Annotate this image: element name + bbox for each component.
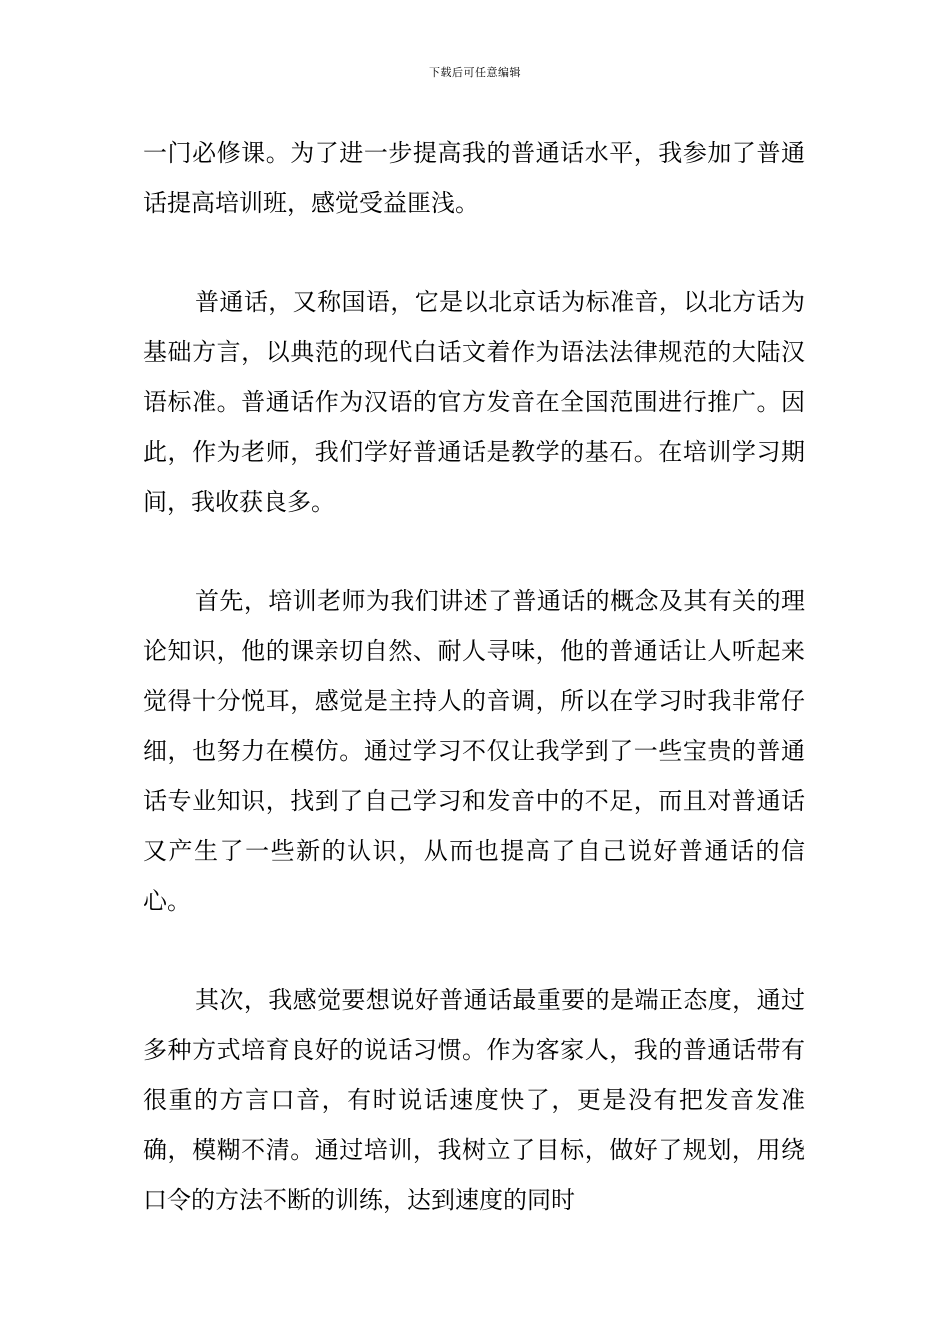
paragraph-definition: 普通话，又称国语，它是以北京话为标准音，以北方话为基础方言，以典范的现代白话文着作为语法法律规范的大陆汉语标准。普通话作为汉语的官方发音在全国范围进行推广。因此，作为老师，我们学好普通话是教学的基石。在培训学习期间，我收获良多。 (143, 288, 805, 516)
document-body (143, 128, 805, 1274)
page-header: 下载后可任意编辑 (429, 66, 521, 79)
paragraph-first-point: 首先，培训老师为我们讲述了普通话的概念及其有关的理论知识，他的课亲切自然、耐人寻味，他的普通话让人听起来觉得十分悦耳，感觉是主持人的音调，所以在学习时我非常仔细，也努力在模仿。通过学习不仅让我学到了一些宝贵的普通话专业知识，找到了自己学习和发音中的不足，而且对普通话又产生了一些新的认识，从而也提高了自己说好普通话的信心。 (143, 587, 805, 915)
paragraph-second-point: 其次，我感觉要想说好普通话最重要的是端正态度，通过多种方式培育良好的说话习惯。作为客家人，我的普通话带有很重的方言口音，有时说话速度快了，更是没有把发音发准确，模糊不清。通过培训，我树立了目标，做好了规划，用绕口令的方法不断的训练，达到速度的同时 (143, 986, 805, 1214)
paragraph-continuation: 一门必修课。为了进一步提高我的普通话水平，我参加了普通话提高培训班，感觉受益匪浅。 (143, 139, 805, 217)
